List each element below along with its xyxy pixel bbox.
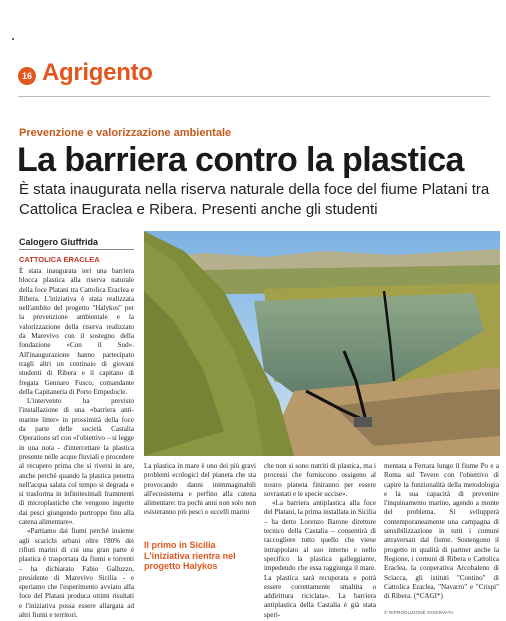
body-column-2 bbox=[144, 462, 256, 518]
paragraph: È stata inaugurata ieri una barriera blocca plastica alla riserva naturale della foce Platani tra Cattolica Eraclea e Ribera. L'iniziativa è stata realizzata nell'ambito del progetto "Halykos" per la prevenzione ambientale e la valorizzazione della riserva realizzato da Marevivo con il sostegno della fondazione «Con il Sud». All'inaugurazione hanno partecipato tragli altri un centinaio di giovani studenti di Ribera e il capitano di fregata Gennaro Fusco, comandante della Capitaneria di Porto Empedocle. bbox=[19, 267, 134, 396]
paragraph: mentata a Ferrara lungo il fiume Po e a Roma sul Tevere con l'obiettivo di capire la funzionalità della metodologia e la sua capacità di prevenire l'inquinamento marino, agendo a monte del problema. Si svilupperà contemporaneamente una campagna di sensibilizzazione in tutti i comuni attraversati dal fiume. Sostengono il progetto in qualità di partner anche la Regione, i comuni di Ribera e Cattolica Eraclea, la cooperativa Arcobaleno di Sciacca, gli istituti "Contino" di Cattolica Eraclea, "Navarro" e "Crispi" di Ribera. (*CAGI*) bbox=[384, 462, 499, 601]
copyright-notice: © RIPRODUZIONE RISERVATA bbox=[384, 610, 454, 615]
header-divider bbox=[18, 96, 490, 97]
paragraph: L'intervento ha previsto l'installazione di una «barriera anti-marine litter» in prossimità della foce da parte delle società Castalia Operations srl con «l'obiettivo – si legge in una nota - d'intercettare la plastica presente nelle acque fluviali e procedere al recupero prima che si riversi in are, anche perché quando la plastica penetra nell'acqua salata col tempo si degrada e si trasforma in infinitesimali frammenti di microplastiche che vengono ingerite dai pesci giungendo purtroppo fino alla catena alimentare». bbox=[19, 397, 134, 527]
article-subhead: È stata inaugurata nella riserva naturale della foce del fiume Platani tra Cattolica Eraclea e Ribera. Presenti anche gli studenti bbox=[19, 181, 490, 218]
river-barrier-photo bbox=[144, 231, 500, 456]
body-column-1 bbox=[19, 267, 134, 620]
byline-author: Calogero Giuffrida bbox=[19, 237, 99, 247]
paragraph: «Partiamo dai fiumi perché insieme agli scarichi urbani oltre l'80% dei rifiuti marini di cui una gran parte è plastica è trasportata da fiumi e torrenti – ha dichiarato Fabio Galluzzo, presidente di Marevivo Sicilia - e speriamo che l'esperimento avviato alla foce del Platani produca ottimi risultati e l'iniziativa possa essere allargata ad altri fiumi e territori. bbox=[19, 527, 134, 619]
page-number-badge: 16 bbox=[18, 67, 36, 85]
body-column-3 bbox=[264, 462, 376, 620]
byline-divider bbox=[19, 249, 134, 250]
body-column-4 bbox=[384, 462, 499, 601]
section-title: Agrigento bbox=[42, 59, 153, 86]
article-headline: La barriera contro la plastica bbox=[17, 141, 464, 179]
pull-quote: Il primo in Sicilia L'iniziativa rientra nel progetto Halykos bbox=[144, 540, 236, 571]
dateline: CATTOLICA ERACLEA bbox=[19, 255, 100, 264]
photo-illustration bbox=[144, 231, 500, 456]
article-kicker: Prevenzione e valorizzazione ambientale bbox=[19, 127, 232, 139]
paragraph: La plastica in mare è uno dei più gravi problemi ecologici del pianeta che sta provocando danni inimmaginabili all'ecosistema e perfino alla catena alimentare: tra pochi anni non solo non esisteranno più pesci o uccelli marini bbox=[144, 462, 256, 517]
paragraph: «La barriera antiplastica alla foce del Platani, la prima installata in Sicilia – ha detto Lorenzo Barone direttore tecnico della Castalia – consentirà di raccogliere tutto quello che viene intrappolato al suo interno e nello specifico la plastica galleggiante, impedendo che essa raggiunga il mare. La plastica sarà recuperata e potrà essere correttamente smaltita o addirittura riciclata». La barriera antiplastica della Castalia è già stata speri- bbox=[264, 499, 376, 619]
page-speck bbox=[12, 38, 14, 40]
paragraph: che non si sono nutriti di plastica, ma i processi che forniscono ossigeno al nostro pianeta finiranno per essere sovrastati e le specie uccise». bbox=[264, 462, 376, 498]
